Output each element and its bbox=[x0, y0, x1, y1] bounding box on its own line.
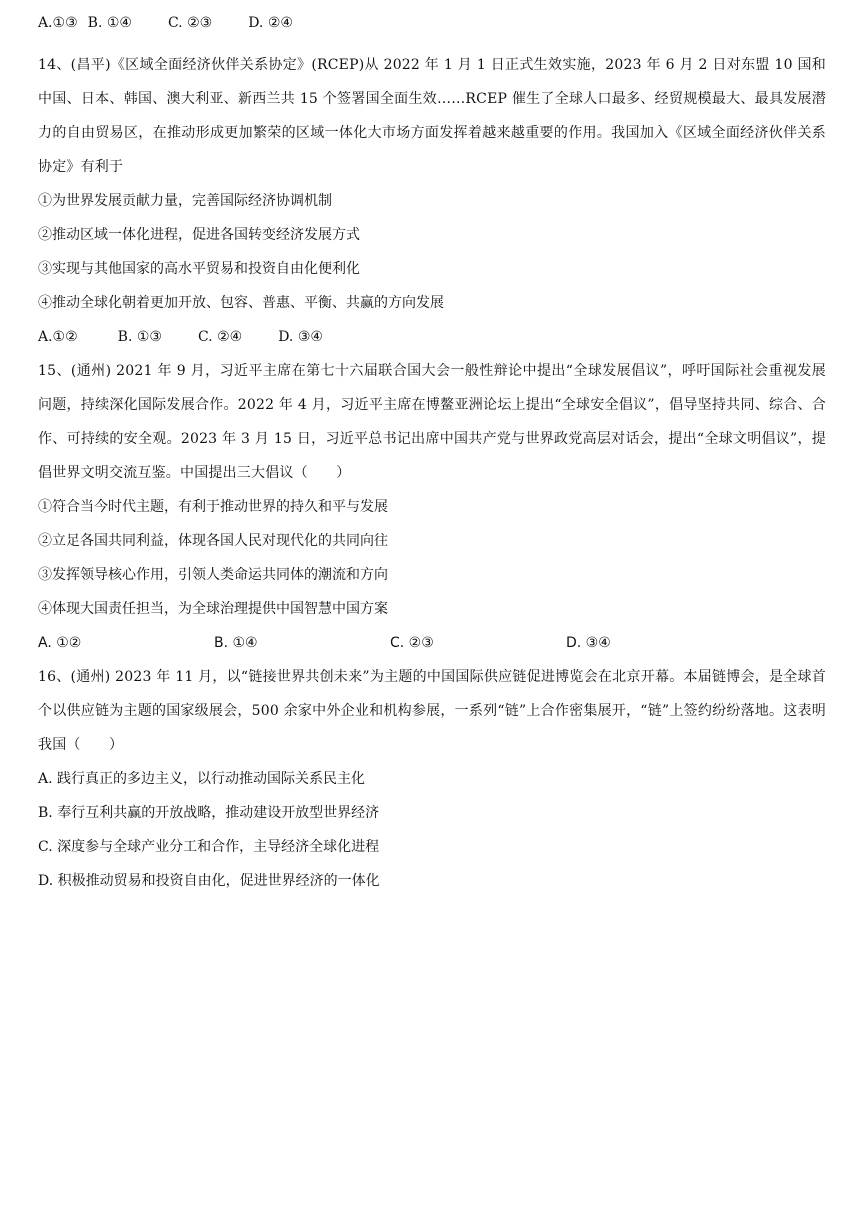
q14-item-3: ③实现与其他国家的高水平贸易和投资自由化便利化 bbox=[38, 261, 360, 277]
q14-item-4: ④推动全球化朝着更加开放、包容、普惠、平衡、共赢的方向发展 bbox=[38, 295, 444, 311]
q15-options bbox=[38, 626, 826, 660]
q13-option-c: C. ②③ bbox=[167, 15, 213, 31]
q15-stem: 15、(通州) 2021 年 9 月，习近平主席在第七十六届联合国大会一般性辩论中提出“全球发展倡议”，呼吁国际社会重视发展问题，持续深化国际发展合作。2022 年 4 月，习近平主席在博鳌亚洲论坛上提出“全球安全倡议”，倡导坚持共同、综合、合作、可持续的安全观。2023 年 3 月 15 日，习近平总书记出席中国共产党与世界政党高层对话会，提出“全球文明倡议”，提倡世界文明交流互鉴。中国提出三大倡议（ ） bbox=[38, 363, 826, 481]
q13-option-a: A.①③ bbox=[38, 15, 78, 31]
q14-option-a: A.①② bbox=[38, 329, 78, 345]
q15-item-1: ①符合当今时代主题，有利于推动世界的持久和平与发展 bbox=[38, 499, 388, 515]
q14-options bbox=[38, 320, 826, 354]
q16-choice-d: D. 积极推动贸易和投资自由化，促进世界经济的一体化 bbox=[38, 873, 380, 889]
q15-option-d: D. ③④ bbox=[566, 635, 611, 651]
q15-option-a: A. ①② bbox=[38, 635, 82, 651]
q13-options bbox=[38, 6, 826, 40]
exam-page bbox=[38, 0, 826, 898]
q15-option-c: C. ②③ bbox=[390, 635, 434, 651]
q16-stem: 16、(通州) 2023 年 11 月，以“链接世界共创未来”为主题的中国国际供应链促进博览会在北京开幕。本届链博会，是全球首个以供应链为主题的国家级展会，500 余家中外企业和机构参展，一系列“链”上合作密集展开，“链”上签约纷纷落地。这表明我国（ ） bbox=[38, 669, 826, 753]
q14-item-1: ①为世界发展贡献力量，完善国际经济协调机制 bbox=[38, 193, 332, 209]
q14-option-b: B. ①③ bbox=[117, 329, 162, 345]
q16-choice-a: A. 践行真正的多边主义，以行动推动国际关系民主化 bbox=[38, 771, 366, 787]
q14-option-c: C. ②④ bbox=[197, 329, 243, 345]
q16-choice-c: C. 深度参与全球产业分工和合作，主导经济全球化进程 bbox=[38, 839, 380, 855]
q14-item-2: ②推动区域一体化进程，促进各国转变经济发展方式 bbox=[38, 227, 360, 243]
q15-item-4: ④体现大国责任担当，为全球治理提供中国智慧中国方案 bbox=[38, 601, 388, 617]
q15-option-b: B. ①④ bbox=[214, 635, 258, 651]
q15-item-3: ③发挥领导核心作用，引领人类命运共同体的潮流和方向 bbox=[38, 567, 388, 583]
q14-stem: 14、(昌平)《区域全面经济伙伴关系协定》(RCEP)从 2022 年 1 月 1 日正式生效实施，2023 年 6 月 2 日对东盟 10 国和中国、日本、韩国、澳大利亚、新西兰共 15 个签署国全面生效……RCEP 催生了全球人口最多、经贸规模最大、最具发展潜力的自由贸易区，在推动形成更加繁荣的区域一体化大市场方面发挥着越来越重要的作用。我国加入《区域全面经济伙伴关系协定》有利于 bbox=[38, 57, 826, 175]
q14-option-d: D. ③④ bbox=[278, 329, 323, 345]
q15-item-2: ②立足各国共同利益，体现各国人民对现代化的共同向往 bbox=[38, 533, 388, 549]
q13-option-b: B. ①④ bbox=[87, 15, 132, 31]
q13-option-d: D. ②④ bbox=[248, 15, 293, 31]
q16-choice-b: B. 奉行互利共赢的开放战略，推动建设开放型世界经济 bbox=[38, 805, 380, 821]
